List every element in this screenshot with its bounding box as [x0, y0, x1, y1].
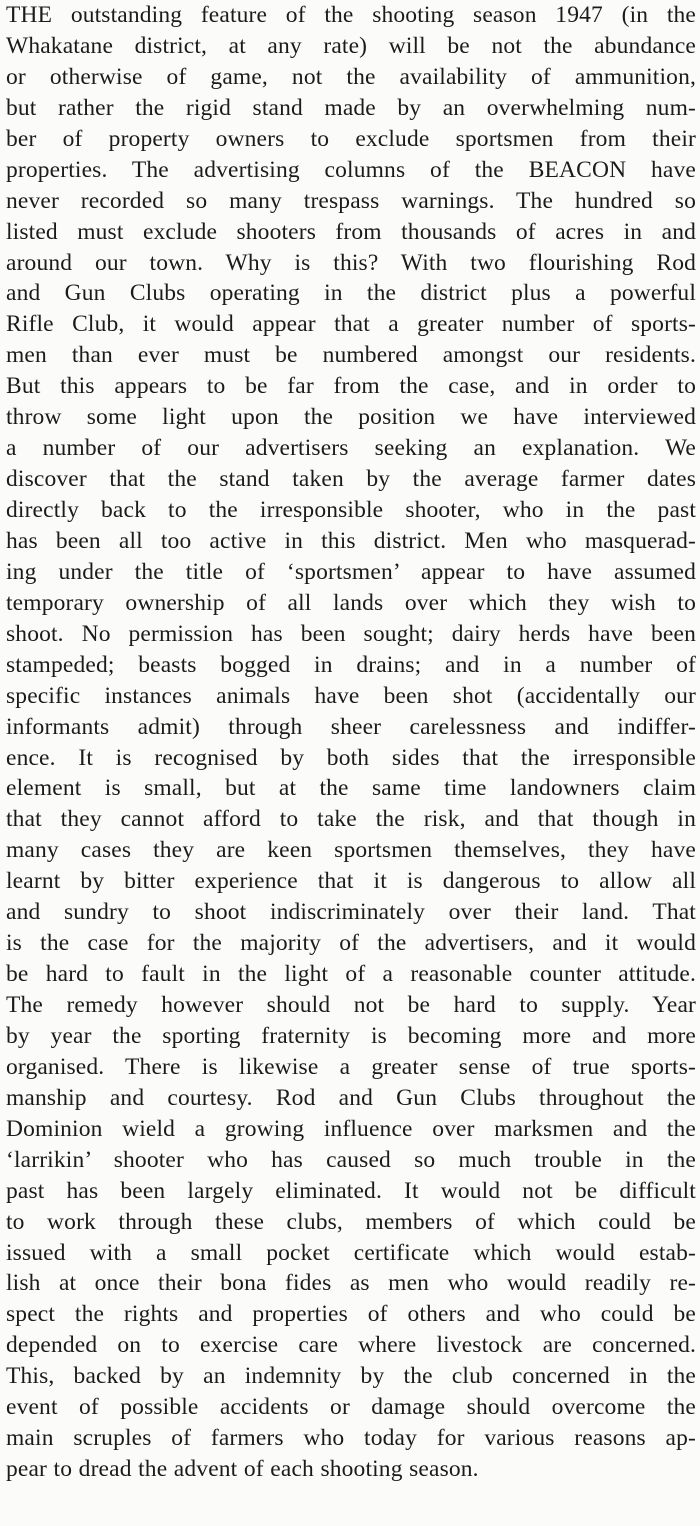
text-line: and sundry to shoot indiscriminately over their land. That — [6, 899, 696, 926]
text-line: ence. It is recognised by both sides that the irresponsible — [6, 744, 696, 771]
text-line: throw some light upon the position we have interviewed — [6, 404, 696, 431]
text-line: Rifle Club, it would appear that a greater number of sports- — [6, 311, 696, 338]
text-line: men than ever must be numbered amongst our residents. — [6, 342, 696, 369]
text-line: informants admit) through sheer carelessness and indiffer- — [6, 713, 696, 740]
text-line: discover that the stand taken by the average farmer dates — [6, 466, 696, 493]
text-line: pear to dread the advent of each shooting season. — [6, 1456, 479, 1483]
text-line: But this appears to be far from the case, and in order to — [6, 373, 696, 400]
text-line: around our town. Why is this? With two flourishing Rod — [6, 249, 696, 276]
text-line: never recorded so many trespass warnings. The hundred so — [6, 187, 696, 214]
text-line: organised. There is likewise a greater sense of true sports- — [6, 1053, 696, 1080]
text-line: lish at once their bona fides as men who would readily re- — [6, 1270, 696, 1297]
text-line: spect the rights and properties of others and who could be — [6, 1301, 696, 1328]
text-line: listed must exclude shooters from thousands of acres in and — [6, 218, 696, 245]
text-line: has been all too active in this district. Men who masquerad- — [6, 527, 696, 554]
text-line: issued with a small pocket certificate which would estab- — [6, 1239, 696, 1266]
text-line: Whakatane district, at any rate) will be not the abundance — [6, 32, 696, 59]
text-line: Dominion wield a growing influence over marksmen and the — [6, 1115, 696, 1142]
text-line: directly back to the irresponsible shooter, who in the past — [6, 497, 696, 523]
text-line: ‘larrikin’ shooter who has caused so much trouble in the — [6, 1146, 696, 1173]
text-line: to work through these clubs, members of which could be — [6, 1208, 696, 1235]
text-line: past has been largely eliminated. It would not be difficult — [6, 1177, 696, 1204]
text-line: and Gun Clubs operating in the district plus a powerful — [6, 280, 696, 307]
text-line: manship and courtesy. Rod and Gun Clubs throughout the — [6, 1084, 696, 1111]
text-line: stampeded; beasts bogged in drains; and in a number of — [6, 651, 696, 678]
text-line: ber of property owners to exclude sportsmen from their — [6, 125, 696, 152]
text-line: This, backed by an indemnity by the club concerned in the — [6, 1363, 696, 1390]
text-line: but rather the rigid stand made by an overwhelming num- — [6, 94, 696, 121]
article-body — [6, 0, 696, 1485]
text-line: depended on to exercise care where livestock are concerned. — [6, 1332, 696, 1359]
text-line: ing under the title of ‘sportsmen’ appear to have assumed — [6, 558, 696, 585]
text-line: properties. The advertising columns of the BEACON have — [6, 156, 696, 183]
text-line: element is small, but at the same time landowners claim — [6, 775, 696, 802]
text-line: is the case for the majority of the advertisers, and it would — [6, 930, 696, 957]
text-line: THE outstanding feature of the shooting season 1947 (in the — [6, 2, 696, 28]
text-line: The remedy however should not be hard to supply. Year — [6, 992, 696, 1018]
text-line: specific instances animals have been shot (accidentally our — [6, 682, 696, 709]
text-line: by year the sporting fraternity is becoming more and more — [6, 1022, 696, 1049]
text-line: a number of our advertisers seeking an explanation. We — [6, 435, 696, 462]
text-line: learnt by bitter experience that it is dangerous to allow all — [6, 868, 696, 895]
text-line: or otherwise of game, not the availability of ammunition, — [6, 63, 696, 90]
text-line: many cases they are keen sportsmen themselves, they have — [6, 837, 696, 864]
text-line: shoot. No permission has been sought; dairy herds have been — [6, 620, 696, 647]
text-line: that they cannot afford to take the risk, and that though in — [6, 806, 696, 833]
text-line: main scruples of farmers who today for various reasons ap- — [6, 1425, 696, 1452]
text-line: event of possible accidents or damage should overcome the — [6, 1394, 696, 1421]
text-line: be hard to fault in the light of a reasonable counter attitude. — [6, 961, 696, 988]
text-line: temporary ownership of all lands over which they wish to — [6, 589, 696, 616]
